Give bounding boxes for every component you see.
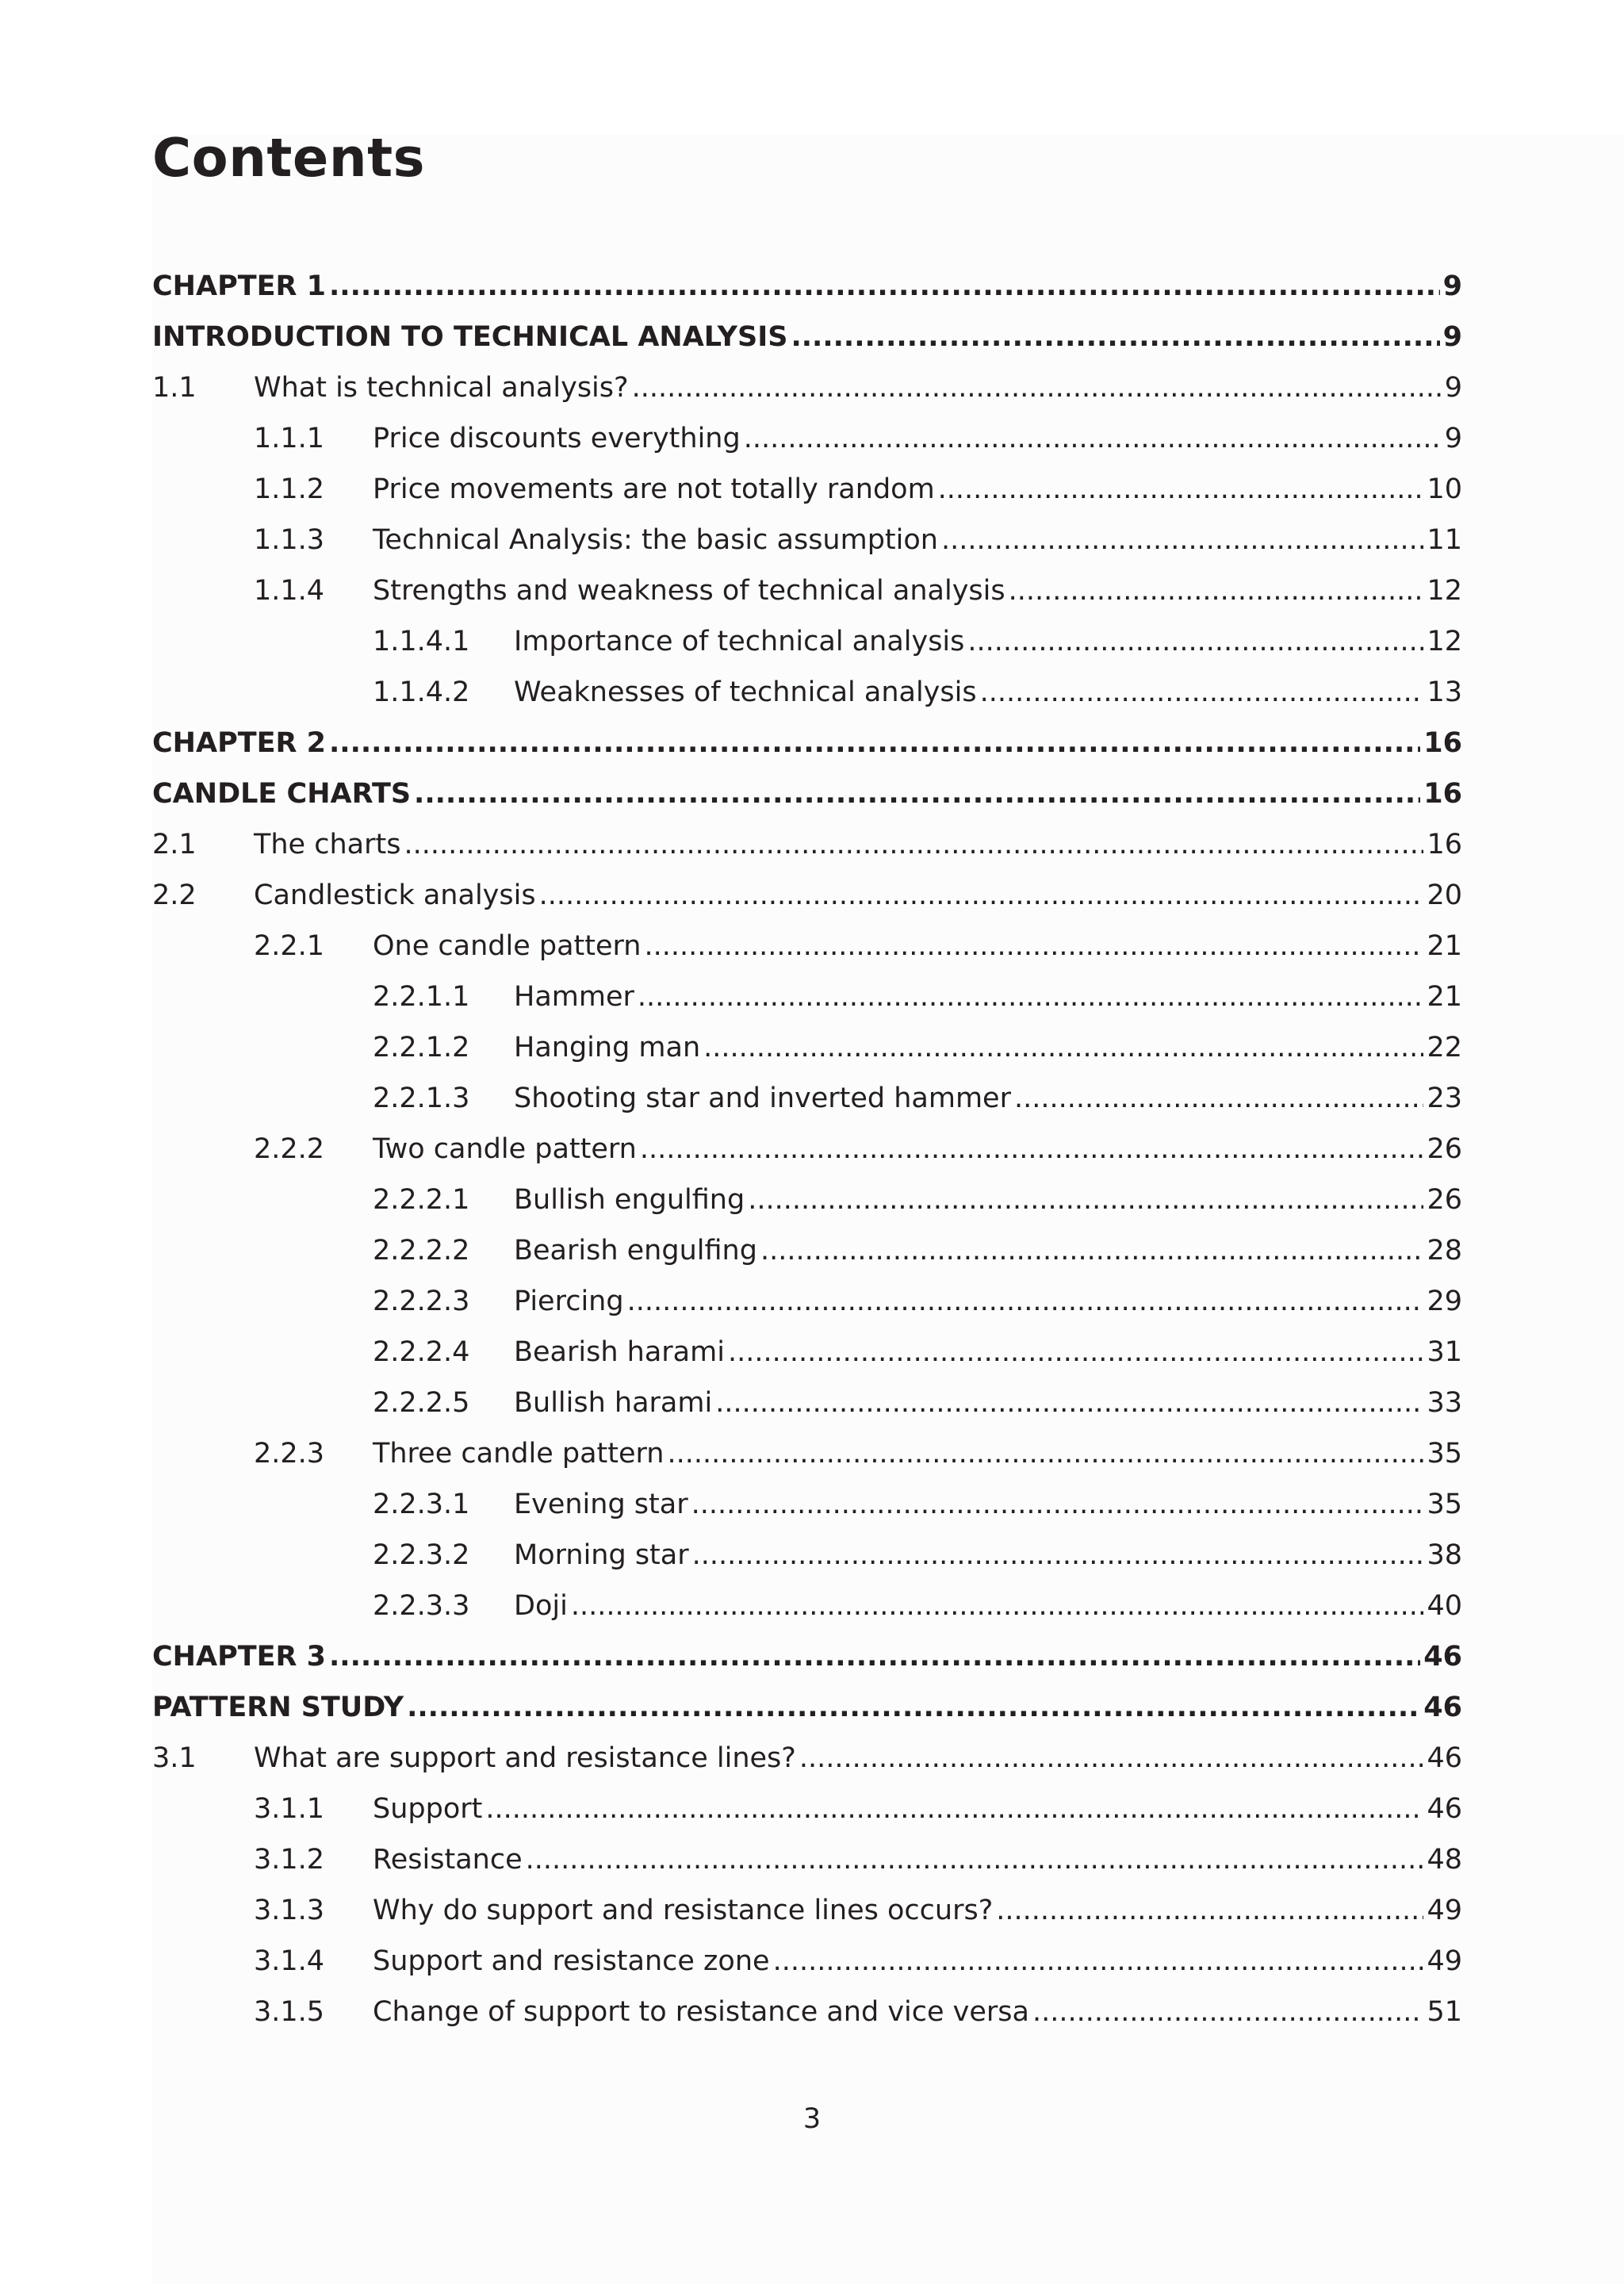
toc-entry: [152, 1880, 1462, 1931]
toc-entry-page: 51: [1427, 1996, 1462, 2028]
toc-entry-number: 3.1.5: [254, 1996, 325, 2028]
toc-entry: [152, 307, 1462, 358]
dot-leader: [638, 983, 1424, 1011]
toc-entry-page: 21: [1427, 930, 1462, 962]
dot-leader: [691, 1491, 1424, 1519]
toc-entry: [152, 764, 1462, 814]
toc-entry: [152, 1170, 1462, 1221]
toc-entry-page: 20: [1427, 879, 1462, 911]
toc-entry: [152, 1474, 1462, 1525]
toc-entry-page: 35: [1427, 1489, 1462, 1520]
toc-entry-page: 9: [1444, 372, 1462, 404]
dot-leader: [571, 1592, 1424, 1620]
dot-leader: [967, 628, 1423, 656]
toc-entry: [152, 916, 1462, 967]
dot-leader: [329, 730, 1420, 757]
toc-entry-number: 3.1.1: [254, 1793, 325, 1825]
toc-entry-page: 16: [1427, 829, 1462, 860]
dot-leader: [1014, 1085, 1423, 1113]
toc-entry-title: Support: [373, 1793, 483, 1825]
toc-entry-title: The charts: [254, 829, 401, 860]
toc-entry-page: 11: [1427, 524, 1462, 556]
toc-entry-title: Evening star: [514, 1489, 688, 1520]
toc-entry-title: Hammer: [514, 981, 634, 1013]
toc-entry-page: 40: [1427, 1590, 1462, 1622]
toc-entry-title: Change of support to resistance and vice versa: [373, 1996, 1029, 2028]
toc-entry-title: What are support and resistance lines?: [254, 1742, 796, 1774]
toc-entry-page: 9: [1444, 423, 1462, 454]
dot-leader: [744, 425, 1442, 453]
toc-entry-title: INTRODUCTION TO TECHNICAL ANALYSIS: [152, 321, 788, 353]
toc-entry: [152, 1221, 1462, 1271]
toc-entry: [152, 1728, 1462, 1779]
toc-entry-title: Price movements are not totally random: [373, 473, 935, 505]
toc-entry: [152, 814, 1462, 865]
dot-leader: [980, 679, 1424, 707]
toc-entry-number: 1.1: [152, 372, 197, 404]
toc-entry-number: 2.2.1.1: [373, 981, 470, 1013]
dot-leader: [703, 1034, 1423, 1062]
toc-entry-page: 48: [1427, 1844, 1462, 1876]
toc-entry-number: 3.1: [152, 1742, 197, 1774]
page-title: Contents: [152, 127, 425, 189]
toc-entry-number: 1.1.4.2: [373, 676, 470, 708]
toc-entry-page: 10: [1427, 473, 1462, 505]
toc-entry: [152, 459, 1462, 510]
toc-entry-page: 29: [1427, 1286, 1462, 1317]
toc-entry: [152, 1271, 1462, 1322]
toc-entry: [152, 1779, 1462, 1830]
toc-entry-page: 49: [1427, 1895, 1462, 1926]
toc-entry: [152, 713, 1462, 764]
toc-entry-title: Bearish harami: [514, 1336, 725, 1368]
toc-entry: [152, 408, 1462, 459]
dot-leader: [748, 1186, 1423, 1214]
toc-entry-page: 46: [1423, 1692, 1462, 1723]
toc-entry-number: 2.2.3: [254, 1438, 325, 1470]
toc-entry: [152, 1830, 1462, 1880]
toc-entry-number: 2.2.1.3: [373, 1083, 470, 1114]
dot-leader: [773, 1948, 1424, 1976]
toc-entry-page: 23: [1427, 1083, 1462, 1114]
dot-leader: [407, 1694, 1420, 1722]
toc-entry-page: 26: [1427, 1184, 1462, 1216]
toc-entry: [152, 561, 1462, 611]
toc-entry-title: CHAPTER 3: [152, 1641, 326, 1673]
toc-entry: [152, 1627, 1462, 1677]
toc-entry: [152, 1322, 1462, 1373]
table-of-contents: [152, 256, 1462, 2033]
toc-entry-number: 2.2.2.2: [373, 1235, 470, 1267]
toc-entry: [152, 611, 1462, 662]
toc-entry-title: Resistance: [373, 1844, 523, 1876]
toc-entry-number: 2.2.3.1: [373, 1489, 470, 1520]
toc-entry-title: One candle pattern: [373, 930, 642, 962]
toc-entry-number: 3.1.4: [254, 1945, 325, 1977]
toc-entry-title: Why do support and resistance lines occurs?: [373, 1895, 994, 1926]
page-number: 3: [802, 2103, 822, 2135]
dot-leader: [627, 1288, 1424, 1316]
toc-entry-page: 21: [1427, 981, 1462, 1013]
toc-entry-title: Piercing: [514, 1286, 624, 1317]
toc-entry-title: Morning star: [514, 1539, 689, 1571]
toc-entry-title: Price discounts everything: [373, 423, 741, 454]
toc-entry: [152, 1119, 1462, 1170]
toc-entry-number: 1.1.3: [254, 524, 325, 556]
toc-entry-title: Two candle pattern: [373, 1133, 637, 1165]
dot-leader: [640, 1136, 1424, 1163]
dot-leader: [692, 1542, 1424, 1569]
toc-entry-title: Weaknesses of technical analysis: [514, 676, 977, 708]
toc-entry-number: 2.2.3.3: [373, 1590, 470, 1622]
toc-entry: [152, 358, 1462, 408]
toc-entry-title: Technical Analysis: the basic assumption: [373, 524, 938, 556]
dot-leader: [632, 374, 1442, 402]
toc-entry-number: 1.1.1: [254, 423, 325, 454]
toc-entry-number: 2.2.2.3: [373, 1286, 470, 1317]
toc-entry-title: Bullish engulfing: [514, 1184, 745, 1216]
toc-entry-title: Doji: [514, 1590, 568, 1622]
toc-entry-page: 46: [1423, 1641, 1462, 1673]
toc-entry-page: 22: [1427, 1032, 1462, 1063]
toc-entry-title: Bullish harami: [514, 1387, 713, 1419]
toc-entry-page: 31: [1427, 1336, 1462, 1368]
toc-entry: [152, 256, 1462, 307]
toc-entry: [152, 510, 1462, 561]
dot-leader: [526, 1846, 1424, 1874]
toc-entry-title: PATTERN STUDY: [152, 1692, 404, 1723]
toc-entry: [152, 1525, 1462, 1576]
dot-leader: [941, 527, 1423, 554]
toc-entry-title: Support and resistance zone: [373, 1945, 770, 1977]
dot-leader: [938, 476, 1424, 504]
toc-entry: [152, 967, 1462, 1017]
toc-entry-title: Candlestick analysis: [254, 879, 536, 911]
toc-entry-page: 16: [1423, 778, 1462, 810]
toc-entry-number: 2.2: [152, 879, 197, 911]
toc-entry-page: 28: [1427, 1235, 1462, 1267]
toc-entry: [152, 1677, 1462, 1728]
toc-entry-page: 13: [1427, 676, 1462, 708]
toc-entry: [152, 1068, 1462, 1119]
toc-entry: [152, 1576, 1462, 1627]
toc-entry-title: Strengths and weakness of technical analysis: [373, 575, 1005, 607]
toc-entry-number: 2.2.2: [254, 1133, 325, 1165]
dot-leader: [728, 1339, 1424, 1366]
toc-entry-page: 35: [1427, 1438, 1462, 1470]
dot-leader: [996, 1897, 1423, 1925]
toc-entry-title: What is technical analysis?: [254, 372, 629, 404]
toc-entry-page: 46: [1427, 1742, 1462, 1774]
toc-entry-page: 9: [1442, 321, 1462, 353]
toc-entry-number: 2.2.2.5: [373, 1387, 470, 1419]
toc-entry-number: 2.2.2.1: [373, 1184, 470, 1216]
toc-entry-title: CHAPTER 1: [152, 270, 326, 302]
dot-leader: [539, 882, 1424, 910]
dot-leader: [1032, 1998, 1423, 2026]
toc-entry-title: Hanging man: [514, 1032, 701, 1063]
toc-entry-number: 2.1: [152, 829, 197, 860]
toc-entry-page: 12: [1427, 575, 1462, 607]
toc-entry-title: Bearish engulfing: [514, 1235, 757, 1267]
dot-leader: [644, 933, 1423, 960]
dot-leader: [329, 1643, 1420, 1671]
toc-entry-number: 2.2.1.2: [373, 1032, 470, 1063]
toc-entry-number: 3.1.2: [254, 1844, 325, 1876]
toc-entry-page: 46: [1427, 1793, 1462, 1825]
dot-leader: [1009, 577, 1424, 605]
toc-entry-number: 1.1.2: [254, 473, 325, 505]
toc-entry-number: 1.1.4.1: [373, 626, 470, 657]
toc-entry-page: 12: [1427, 626, 1462, 657]
toc-entry: [152, 1017, 1462, 1068]
toc-entry-page: 26: [1427, 1133, 1462, 1165]
toc-entry-title: Importance of technical analysis: [514, 626, 965, 657]
toc-entry-page: 9: [1442, 270, 1462, 302]
toc-entry-number: 2.2.3.2: [373, 1539, 470, 1571]
toc-entry: [152, 1982, 1462, 2033]
toc-entry-title: Three candle pattern: [373, 1438, 665, 1470]
toc-entry-page: 49: [1427, 1945, 1462, 1977]
toc-entry: [152, 1931, 1462, 1982]
toc-entry: [152, 662, 1462, 713]
toc-entry-title: CHAPTER 2: [152, 727, 326, 759]
dot-leader: [760, 1237, 1424, 1265]
toc-entry-page: 16: [1423, 727, 1462, 759]
toc-entry-title: CANDLE CHARTS: [152, 778, 412, 810]
toc-entry: [152, 1373, 1462, 1424]
toc-entry-number: 1.1.4: [254, 575, 325, 607]
dot-leader: [485, 1795, 1423, 1823]
dot-leader: [799, 1745, 1424, 1772]
dot-leader: [791, 324, 1439, 351]
dot-leader: [667, 1440, 1423, 1468]
toc-entry-number: 3.1.3: [254, 1895, 325, 1926]
toc-entry-page: 33: [1427, 1387, 1462, 1419]
toc-entry: [152, 1424, 1462, 1474]
toc-entry: [152, 865, 1462, 916]
toc-entry-number: 2.2.1: [254, 930, 325, 962]
dot-leader: [715, 1389, 1423, 1417]
toc-entry-title: Shooting star and inverted hammer: [514, 1083, 1011, 1114]
dot-leader: [414, 780, 1420, 808]
dot-leader: [329, 273, 1440, 301]
dot-leader: [404, 831, 1423, 859]
toc-entry-page: 38: [1427, 1539, 1462, 1571]
toc-entry-number: 2.2.2.4: [373, 1336, 470, 1368]
